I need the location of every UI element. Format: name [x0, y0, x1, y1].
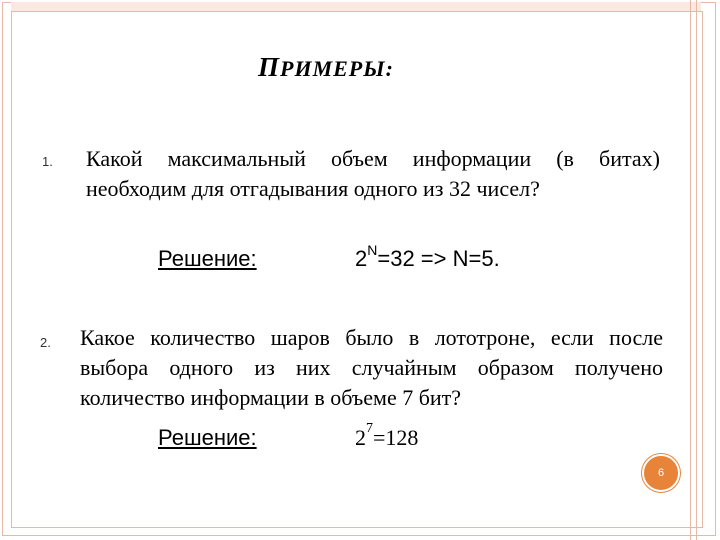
- question-text: Какой максимальный объем информации (в битах) необходим для отгадывания одного из 32 чисел?: [86, 146, 660, 201]
- equation-base: 2: [355, 425, 366, 450]
- item-number: 1.: [42, 154, 53, 169]
- page-number: 6: [657, 467, 665, 479]
- frame-vertical-line: [696, 0, 697, 540]
- item-number: 2.: [40, 335, 51, 350]
- equation-result: =128: [373, 425, 419, 450]
- equation-base: 2: [355, 246, 368, 271]
- solution-equation: [355, 242, 500, 272]
- equation-exponent: 7: [366, 421, 373, 436]
- page-number-badge: [642, 454, 680, 492]
- solution-equation: [355, 421, 419, 451]
- title-rest: РИМЕРЫ:: [280, 56, 394, 81]
- frame-vertical-line: [690, 0, 691, 540]
- slide-title: [258, 52, 394, 83]
- equation-exponent: N: [367, 242, 378, 258]
- question-text: Какое количество шаров было в лототроне, если после выбора одного из них случайным образом получено количество информации в объеме 7 бит?: [80, 325, 663, 410]
- solution-label: Решение:: [158, 425, 257, 450]
- title-initial: П: [258, 52, 281, 82]
- equation-result: =32 => N=5.: [377, 246, 500, 271]
- slide-frame-band: [11, 2, 701, 11]
- solution-label: Решение:: [158, 246, 257, 271]
